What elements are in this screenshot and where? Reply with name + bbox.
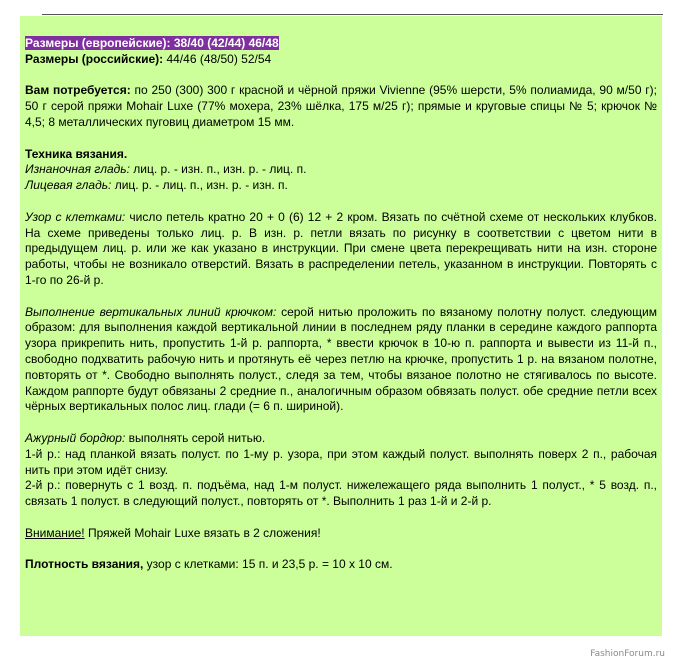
- top-divider: [42, 14, 663, 15]
- sizes-eu-line: [25, 36, 657, 52]
- technique-heading: [25, 147, 657, 163]
- lace-border-row2: 2-й р.: повернуть с 1 возд. п. подъёма, над 1-м полуст. нижележащего ряда выполнить 1 полуст., * 5 возд. п., связать 1 полуст. в следующий полуст., повторять от *. Выполнить 1 раз 1-й и 2-й р.: [25, 478, 657, 509]
- knit-stitch-line: [25, 178, 657, 194]
- purl-stitch-text: лиц. р. - изн. п., изн. р. - лиц. п.: [129, 162, 307, 177]
- lace-border-text: выполнять серой нитью.: [125, 430, 266, 445]
- checks-pattern-paragraph: [25, 210, 657, 289]
- sizes-eu-highlight: [25, 36, 279, 50]
- purl-stitch-label: Изнаночная гладь:: [25, 162, 130, 177]
- knit-stitch-text: лиц. р. - лиц. п., изн. р. - изн. п.: [111, 178, 288, 193]
- attention-text: Пряжей Mohair Luxe вязать в 2 сложения!: [84, 525, 321, 540]
- density-label: Плотность вязания,: [25, 557, 144, 572]
- pattern-text: [25, 36, 657, 573]
- checks-pattern-label: Узор с клетками:: [25, 209, 126, 224]
- sizes-ru-label: Размеры (российские):: [25, 51, 164, 66]
- lace-border-label: Ажурный бордюр:: [25, 430, 126, 445]
- density-line: [25, 557, 657, 573]
- sizes-eu-label: Размеры (европейские):: [25, 36, 171, 50]
- technique-heading-text: Техника вязания.: [25, 146, 128, 161]
- purl-stitch-line: [25, 162, 657, 178]
- vertical-lines-paragraph: [25, 305, 657, 416]
- sizes-ru-value: 44/46 (48/50) 52/54: [163, 51, 272, 66]
- knit-stitch-label: Лицевая гладь:: [25, 178, 112, 193]
- attention-label: Внимание!: [25, 525, 85, 540]
- sizes-ru-line: [25, 52, 657, 68]
- lace-border-line: [25, 431, 657, 447]
- watermark: FashionForum.ru: [590, 649, 665, 659]
- vertical-lines-label: Выполнение вертикальных линий крючком:: [25, 304, 277, 319]
- attention-line: [25, 526, 657, 542]
- materials-label: Вам потребуется:: [25, 83, 131, 98]
- materials-paragraph: [25, 83, 657, 130]
- sizes-eu-value: 38/40 (42/44) 46/48: [170, 36, 279, 50]
- checks-pattern-text: число петель кратно 20 + 0 (6) 12 + 2 кром. Вязать по счётной схеме от нескольких клубков. На схеме приведены только лиц. р. В изн. р. петли вязать по рисунку в соответствии с цветом нити в предыдущем лиц. р. или же как указано в инструкции. При смене цвета перекрещивать нити на изн. стороне работы, чтобы не возникало отверстий. Вязать в распределении петель, указанном в инструкции. Повторять с 1-го по 26-й р.: [25, 209, 657, 287]
- vertical-lines-text: серой нитью проложить по вязаному полотну полуст. следующим образом: для выполнения каждой вертикальной линии в последнем ряду планки в середине каждого раппорта узора прикрепить нить, пропустить 1-й р. раппорта, * ввести крючок в 10-ю п. раппорта и вывести из 11-й п., свободно подхватить рабочую нить и протянуть её через петлю на крючке, пропустить 1 р. на вязаном полотне, повторять от *. Свободно выполнять полуст., следя за тем, чтобы вязаное полотно не стягивалось по высоте. Каждом раппорте будут обвязаны 2 средние п., аналогичным образом обвязать полуст. обе средние петли всех чёрных вертикальных полос лиц. глади (= 6 п. шириной).: [25, 304, 657, 414]
- lace-border-row1: 1-й р.: над планкой вязать полуст. по 1-му р. узора, при этом каждый полуст. выполнять поверх 2 п., рабочая нить при этом идёт снизу.: [25, 446, 657, 477]
- density-text: узор с клетками: 15 п. и 23,5 р. = 10 х 10 см.: [143, 557, 393, 572]
- materials-text: по 250 (300) 300 г красной и чёрной пряжи Vivienne (95% шерсти, 5% полиамида, 90 м/50 г); 50 г серой пряжи Mohair Luxe (77% мохера, 23% шёлка, 175 м/25 г); прямые и круговые спицы № 5; крючок № 4,5; 8 металлических пуговиц диаметром 15 мм.: [25, 83, 658, 129]
